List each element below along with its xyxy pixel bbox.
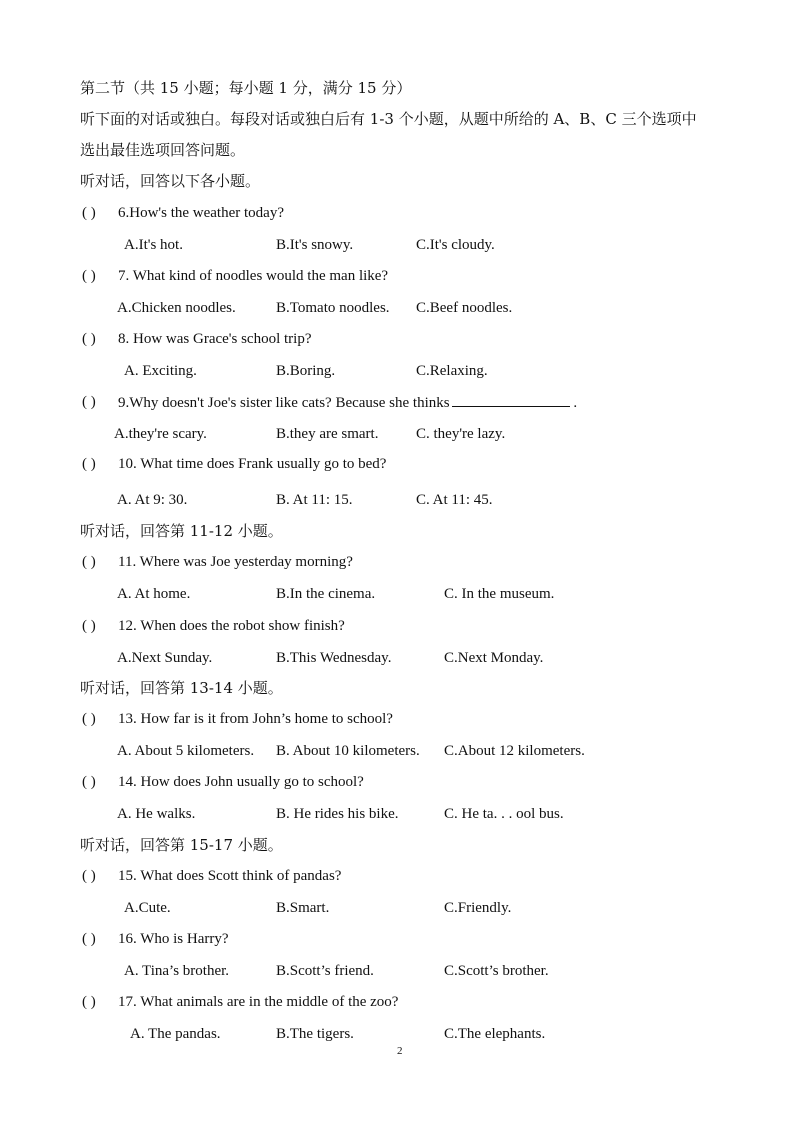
answer-blank-12[interactable]: ( ) (82, 618, 96, 634)
instructions-line-1: 听下面的对话或独白。每段对话或独白后有 1-3 个小题，从题中所给的 A、B、C 三个选项中 (80, 110, 697, 128)
question-9 (118, 392, 577, 413)
option-8-c: C.Relaxing. (416, 363, 488, 379)
option-17-c: C.The elephants. (444, 1026, 546, 1042)
option-11-b: B.In the cinema. (276, 586, 376, 602)
answer-blank-13[interactable]: ( ) (82, 711, 96, 727)
group-heading-3: 听对话，回答第 13-14 小题。 (80, 679, 283, 697)
option-8-a: A. Exciting. (124, 363, 197, 379)
option-17-a: A. The pandas. (130, 1026, 221, 1042)
option-13-c: C.About 12 kilometers. (444, 743, 585, 759)
page-number: 2 (397, 1045, 403, 1057)
option-16-a: A. Tina’s brother. (124, 963, 230, 979)
option-17-b: B.The tigers. (276, 1026, 354, 1042)
option-10-a: A. At 9: 30. (117, 492, 188, 508)
question-15: 15. What does Scott think of pandas? (118, 868, 342, 884)
option-16-b: B.Scott’s friend. (276, 963, 374, 979)
group-heading-2: 听对话，回答第 11-12 小题。 (80, 522, 283, 540)
option-15-c: C.Friendly. (444, 900, 512, 916)
option-11-a: A. At home. (117, 586, 191, 602)
question-6: 6.How's the weather today? (118, 205, 284, 221)
option-12-a: A.Next Sunday. (117, 650, 213, 666)
option-10-b: B. At 11: 15. (276, 492, 353, 508)
option-6-b: B.It's snowy. (276, 237, 354, 253)
option-11-c: C. In the museum. (444, 586, 555, 602)
question-11: 11. Where was Joe yesterday morning? (118, 554, 353, 570)
option-12-b: B.This Wednesday. (276, 650, 392, 666)
answer-blank-17[interactable]: ( ) (82, 994, 96, 1010)
answer-blank-15[interactable]: ( ) (82, 868, 96, 884)
option-14-b: B. He rides his bike. (276, 806, 399, 822)
question-13: 13. How far is it from John’s home to school? (118, 711, 393, 727)
option-7-c: C.Beef noodles. (416, 300, 513, 316)
option-6-a: A.It's hot. (124, 237, 183, 253)
question-14: 14. How does John usually go to school? (118, 774, 364, 790)
option-12-c: C.Next Monday. (444, 650, 544, 666)
option-15-b: B.Smart. (276, 900, 330, 916)
question-16: 16. Who is Harry? (118, 931, 229, 947)
answer-blank-6[interactable]: ( ) (82, 205, 96, 221)
question-12: 12. When does the robot show finish? (118, 618, 345, 634)
fill-in-blank-9[interactable] (452, 392, 570, 407)
question-8: 8. How was Grace's school trip? (118, 331, 312, 347)
answer-blank-7[interactable]: ( ) (82, 268, 96, 284)
option-8-b: B.Boring. (276, 363, 336, 379)
option-14-c: C. He ta. . . ool bus. (444, 806, 564, 822)
question-9-text: 9.Why doesn't Joe's sister like cats? Because she thinks (118, 395, 450, 411)
option-14-a: A. He walks. (117, 806, 196, 822)
option-6-c: C.It's cloudy. (416, 237, 495, 253)
option-13-b: B. About 10 kilometers. (276, 743, 420, 759)
answer-blank-11[interactable]: ( ) (82, 554, 96, 570)
option-7-b: B.Tomato noodles. (276, 300, 390, 316)
option-9-a: A.they're scary. (114, 426, 207, 442)
question-17: 17. What animals are in the middle of the zoo? (118, 994, 399, 1010)
answer-blank-8[interactable]: ( ) (82, 331, 96, 347)
option-13-a: A. About 5 kilometers. (117, 743, 255, 759)
answer-blank-16[interactable]: ( ) (82, 931, 96, 947)
group-heading-1: 听对话，回答以下各小题。 (80, 172, 261, 190)
group-heading-4: 听对话，回答第 15-17 小题。 (80, 836, 283, 854)
section-heading: 第二节（共 15 小题；每小题 1 分，满分 15 分） (80, 79, 412, 97)
question-10: 10. What time does Frank usually go to bed? (118, 456, 387, 472)
option-9-b: B.they are smart. (276, 426, 379, 442)
answer-blank-14[interactable]: ( ) (82, 774, 96, 790)
question-7: 7. What kind of noodles would the man like? (118, 268, 389, 284)
option-10-c: C. At 11: 45. (416, 492, 493, 508)
option-15-a: A.Cute. (124, 900, 171, 916)
option-7-a: A.Chicken noodles. (117, 300, 236, 316)
answer-blank-9[interactable]: ( ) (82, 394, 96, 410)
answer-blank-10[interactable]: ( ) (82, 456, 96, 472)
instructions-line-2: 选出最佳选项回答问题。 (80, 141, 246, 159)
option-9-c: C. they're lazy. (416, 426, 506, 442)
question-9-tail: . (573, 395, 578, 411)
option-16-c: C.Scott’s brother. (444, 963, 549, 979)
